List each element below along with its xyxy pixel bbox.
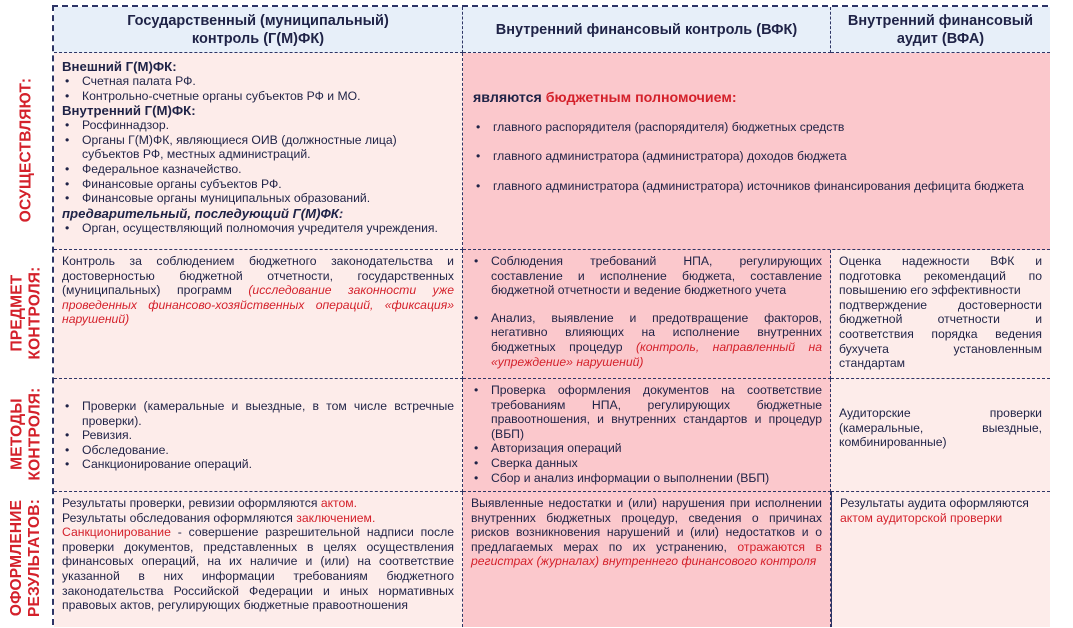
list-item: • главного администратора (администратора) источников финансирования дефицита бюджета: [473, 179, 1040, 194]
list-item: • Авторизация операций: [471, 441, 822, 456]
subject-vfk-cell: [463, 250, 831, 379]
budget-duties-title: [473, 91, 1040, 106]
results-gmfk-sanction-text: - совершение разрешительной надписи после проверки документов, представленных в целях осуществления финансовых операций, на их наличие и (или) на соответствие указанной в них информации требованиям бюджетного законодательства Российской Федерации и иных нормативных правовых актов, регулирующих бюджетные правоотношения: [62, 525, 454, 613]
methods-vfa-cell: [831, 379, 1050, 492]
header-gmfk-line2: контроль (Г(М)ФК): [191, 30, 325, 47]
row-label-results-line2: РЕЗУЛЬТАТОВ:: [26, 498, 44, 617]
methods-gmfk-list: [62, 399, 454, 472]
budget-duties-highlight: бюджетным полномочием:: [545, 90, 737, 106]
list-item: • Ревизия.: [62, 428, 454, 443]
list-item: • Федеральное казначейство.: [62, 162, 454, 177]
external-gmfk-list: [62, 74, 454, 103]
results-gmfk-line1: [62, 496, 454, 511]
results-gmfk-line2: [62, 511, 454, 526]
row-label-subject: [0, 248, 52, 377]
performers-vfk-vfa-cell: [463, 53, 1050, 250]
budget-duties-list: [473, 120, 1040, 194]
row-label-methods: [0, 377, 52, 490]
list-item: • Финансовые органы муниципальных образований.: [62, 191, 454, 206]
results-vfa-red: актом аудиторской проверки: [840, 510, 1003, 525]
row-label-results: [0, 490, 52, 625]
subject-vfk-item2-note: (контроль, направленный на «упреждение» нарушений): [491, 339, 822, 369]
results-vfa-cell: [831, 492, 1050, 627]
row-label-subject-line1: ПРЕДМЕТ: [8, 274, 25, 351]
header-vfa: [831, 7, 1050, 53]
methods-gmfk-cell: [54, 379, 463, 492]
list-item: [471, 311, 822, 369]
list-item: • Счетная палата РФ.: [62, 74, 454, 89]
methods-vfk-cell: [463, 379, 831, 492]
list-item: • Соблюдения требований НПА, регулирующих составление и исполнение бюджета, составление бюджетной отчетности и ведение бюджетного учета: [471, 254, 822, 298]
results-gmfk-line2-text: Результаты обследования оформляются: [62, 510, 297, 525]
subject-gmfk-text: Контроль за соблюдением бюджетного законодательства и достоверностью бюджетной отчетности, государственных (муниципальных) программ: [62, 254, 454, 298]
header-vfk-text: Внутренний финансовый контроль (ВФК): [495, 21, 798, 38]
subject-vfa-text1: Оценка надежности ВФК и подготовка рекомендаций по повышению его эффективности: [839, 254, 1042, 298]
internal-gmfk-title: Внутренний Г(М)ФК:: [62, 103, 196, 119]
prelim-gmfk-list: [62, 221, 454, 236]
results-gmfk-cell: [54, 492, 463, 627]
internal-gmfk-list: [62, 118, 454, 206]
row-label-subject-line2: КОНТРОЛЯ:: [26, 266, 43, 359]
results-vfk-red: отражаются в: [737, 539, 822, 554]
budget-duties-prefix: являются: [473, 90, 546, 106]
row-label-performers-text: ОСУЩЕСТВЛЯЮТ:: [17, 77, 35, 222]
list-item: • главного администратора (администратора) доходов бюджета: [473, 149, 1040, 164]
list-item: • Финансовые органы субъектов РФ.: [62, 177, 454, 192]
results-vfk-cell: [463, 492, 831, 627]
external-gmfk-title: Внешний Г(М)ФК:: [62, 59, 177, 74]
prelim-gmfk-title: предварительный, последующий Г(М)ФК:: [62, 205, 344, 221]
subject-vfa-text2: подтверждение достоверности бюджетной отчетности и соответствия порядка ведения бухучета установленным стандартам: [839, 297, 1042, 371]
subject-vfk-item2-text: Анализ, выявление и предотвращение факторов, негативно влияющих на исполнение внутренних бюджетных процедур: [491, 310, 822, 354]
methods-vfa-text: Аудиторские проверки (камеральные, выездные, комбинированные): [839, 406, 1042, 450]
row-label-performers: [0, 51, 52, 248]
list-item: • Проверки (камеральные и выездные, в том числе встречные проверки).: [62, 399, 454, 428]
list-item: • Проверка оформления документов на соответствие требованиям НПА, регулирующих бюджетные правоотношения, и внутренних стандартов и процедур (ВБП): [471, 383, 822, 441]
list-item: • Обследование.: [62, 443, 454, 458]
results-vfk-text: Выявленные недостатки и (или) нарушения при исполнении внутренних бюджетных процедур, сведения о причинах рисков возникновения нарушений и (или) недостатков и о предлагаемых мерах по их устранению,: [471, 496, 822, 554]
list-item: • Орган, осуществляющий полномочия учредителя учреждения.: [62, 221, 454, 236]
row-label-results-line1: ОФОРМЛЕНИЕ: [8, 499, 26, 616]
comparison-table: [52, 5, 1048, 625]
row-label-methods-line1: МЕТОДЫ: [8, 397, 25, 470]
list-item: • Контрольно-счетные органы субъектов РФ и МО.: [62, 89, 454, 104]
list-item: • главного распорядителя (распорядителя) бюджетных средств: [473, 120, 1040, 135]
header-gmfk: [54, 7, 463, 53]
results-gmfk-line2-red: заключением.: [296, 510, 376, 525]
row-label-methods-line2: КОНТРОЛЯ:: [26, 387, 43, 480]
results-gmfk-sanction-term: Санкционирование: [62, 525, 171, 540]
header-vfk: [463, 7, 831, 53]
results-gmfk-sanction: [62, 525, 454, 613]
list-item: • Органы Г(М)ФК, являющиеся ОИВ (должностные лица) субъектов РФ, местных администраций.: [62, 133, 454, 162]
results-gmfk-line1-text: Результаты проверки, ревизии оформляются: [62, 496, 321, 510]
subject-vfk-list: [471, 254, 822, 369]
subject-gmfk-cell: [54, 250, 463, 379]
subject-gmfk-note: (исследование законности уже проведенных финансово-хозяйственных операций, «фиксация» нарушений): [62, 283, 454, 327]
header-vfa-line2: аудит (ВФА): [896, 30, 985, 47]
performers-gmfk-cell: [54, 53, 463, 250]
header-vfa-line1: Внутренний финансовый: [847, 12, 1034, 29]
results-vfa-text: Результаты аудита оформляются: [840, 496, 1029, 510]
list-item: • Сверка данных: [471, 456, 822, 471]
list-item: • Санкционирование операций.: [62, 457, 454, 472]
methods-vfk-list: [471, 383, 822, 485]
results-gmfk-line1-red: актом.: [320, 496, 358, 510]
subject-vfa-cell: [831, 250, 1050, 379]
results-vfk-red-italic: регистрах (журналах) внутреннего финансового контроля: [471, 554, 817, 569]
list-item: • Сбор и анализ информации о выполнении (ВБП): [471, 471, 822, 486]
list-item: • Росфиннадзор.: [62, 118, 454, 133]
header-gmfk-line1: Государственный (муниципальный): [127, 12, 389, 29]
